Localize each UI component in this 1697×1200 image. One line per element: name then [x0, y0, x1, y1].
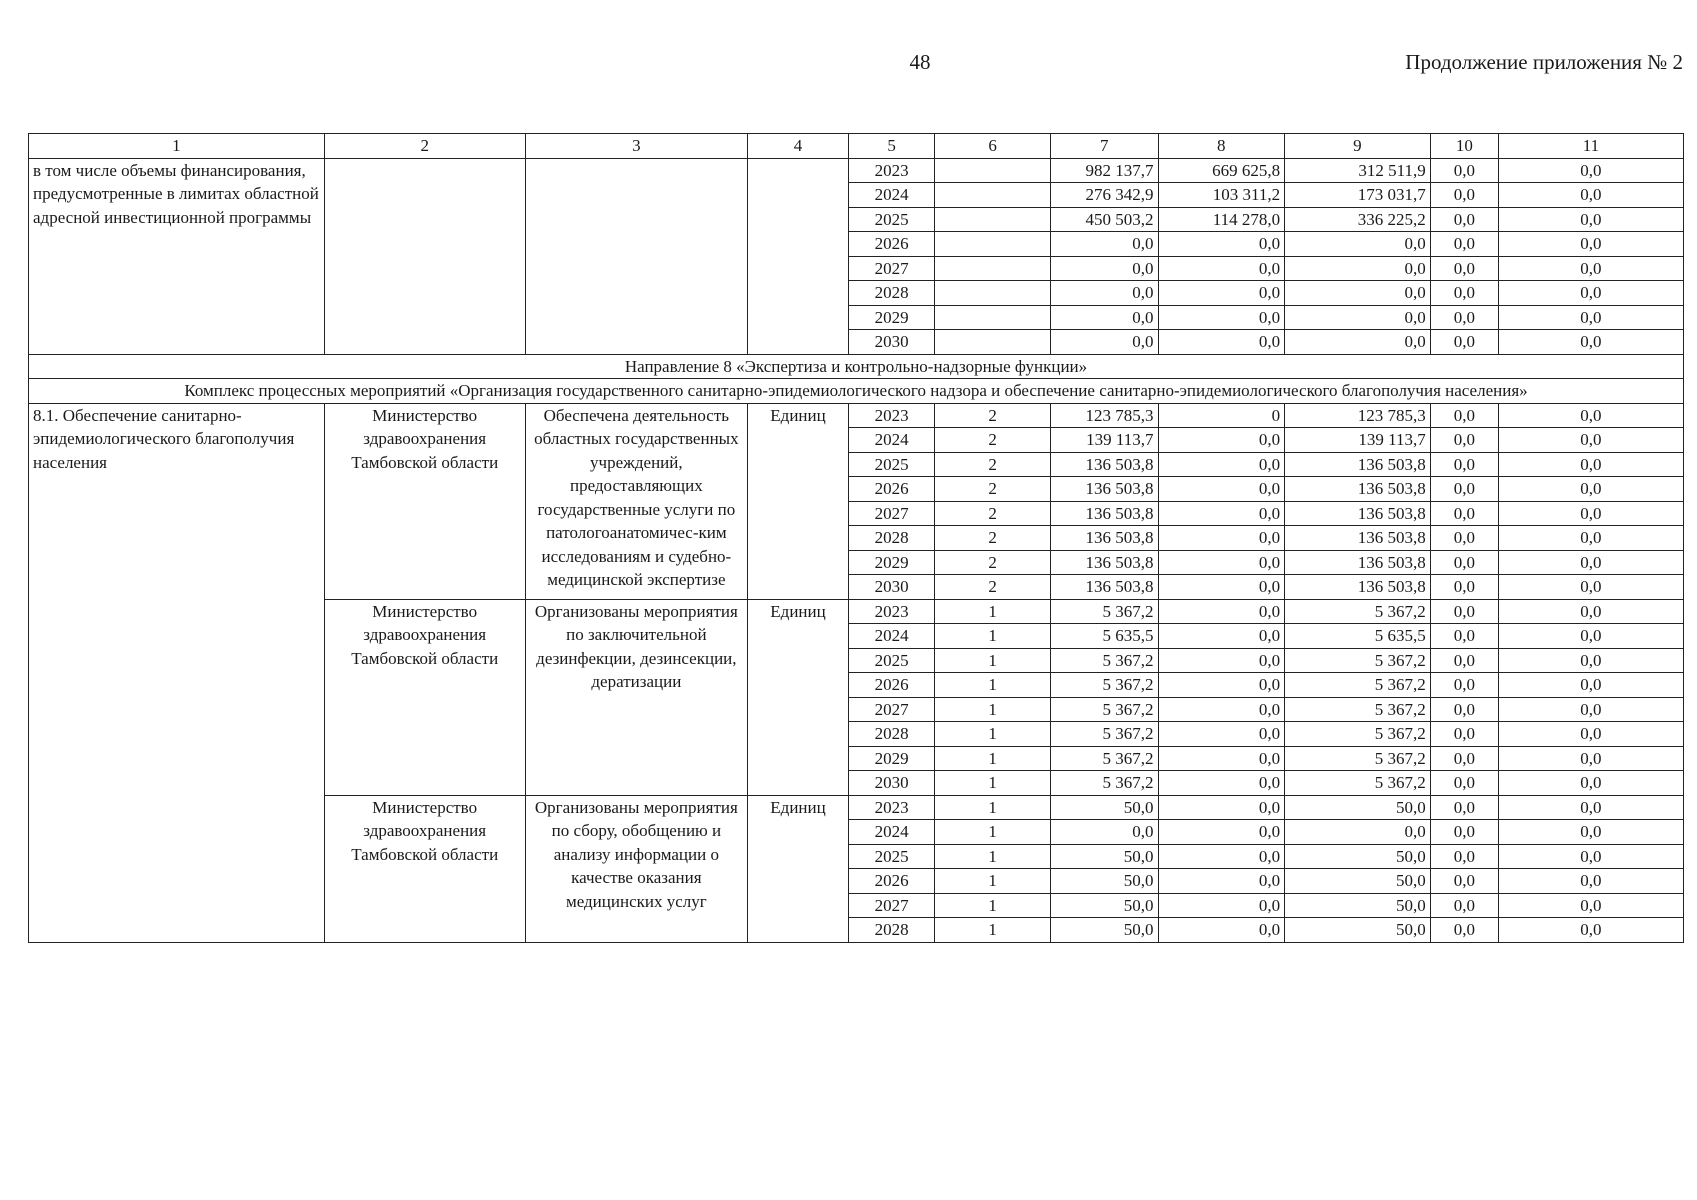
- federal-budget-cell: 0,0: [1158, 746, 1285, 771]
- indicator-value-cell: 1: [935, 771, 1051, 796]
- total-amount-cell: 450 503,2: [1051, 207, 1158, 232]
- column-number-11: 11: [1498, 134, 1683, 159]
- total-amount-cell: 5 367,2: [1051, 697, 1158, 722]
- regional-budget-cell: 50,0: [1285, 869, 1431, 894]
- federal-budget-cell: 0,0: [1158, 330, 1285, 355]
- federal-budget-cell: 0,0: [1158, 673, 1285, 698]
- year-cell: 2029: [849, 746, 935, 771]
- total-amount-cell: 5 367,2: [1051, 648, 1158, 673]
- other-sources-cell: 0,0: [1498, 795, 1683, 820]
- column-number-7: 7: [1051, 134, 1158, 159]
- column-number-2: 2: [324, 134, 525, 159]
- unit-cell: Единиц: [748, 795, 849, 942]
- regional-budget-cell: 0,0: [1285, 820, 1431, 845]
- total-amount-cell: 0,0: [1051, 281, 1158, 306]
- year-cell: 2023: [849, 795, 935, 820]
- local-budget-cell: 0,0: [1430, 305, 1498, 330]
- total-amount-cell: 5 367,2: [1051, 771, 1158, 796]
- local-budget-cell: 0,0: [1430, 648, 1498, 673]
- year-cell: 2030: [849, 771, 935, 796]
- indicator-value-cell: 1: [935, 820, 1051, 845]
- indicator-value-cell: [935, 330, 1051, 355]
- total-amount-cell: 50,0: [1051, 844, 1158, 869]
- regional-budget-cell: 336 225,2: [1285, 207, 1431, 232]
- year-cell: 2027: [849, 697, 935, 722]
- indicator-value-cell: 1: [935, 844, 1051, 869]
- total-amount-cell: 276 342,9: [1051, 183, 1158, 208]
- total-amount-cell: 0,0: [1051, 305, 1158, 330]
- local-budget-cell: 0,0: [1430, 844, 1498, 869]
- local-budget-cell: 0,0: [1430, 183, 1498, 208]
- indicator-value-cell: 1: [935, 624, 1051, 649]
- other-sources-cell: 0,0: [1498, 477, 1683, 502]
- other-sources-cell: 0,0: [1498, 771, 1683, 796]
- table-row: [29, 158, 1684, 183]
- indicator-value-cell: 1: [935, 722, 1051, 747]
- local-budget-cell: 0,0: [1430, 158, 1498, 183]
- local-budget-cell: 0,0: [1430, 599, 1498, 624]
- indicator-value-cell: 2: [935, 428, 1051, 453]
- column-number-5: 5: [849, 134, 935, 159]
- indicator-value-cell: [935, 232, 1051, 257]
- local-budget-cell: 0,0: [1430, 428, 1498, 453]
- local-budget-cell: 0,0: [1430, 403, 1498, 428]
- total-amount-cell: 136 503,8: [1051, 526, 1158, 551]
- other-sources-cell: 0,0: [1498, 599, 1683, 624]
- federal-budget-cell: 0,0: [1158, 281, 1285, 306]
- local-budget-cell: 0,0: [1430, 232, 1498, 257]
- federal-budget-cell: 0,0: [1158, 869, 1285, 894]
- local-budget-cell: 0,0: [1430, 746, 1498, 771]
- other-sources-cell: 0,0: [1498, 722, 1683, 747]
- other-sources-cell: 0,0: [1498, 746, 1683, 771]
- local-budget-cell: 0,0: [1430, 624, 1498, 649]
- other-sources-cell: 0,0: [1498, 501, 1683, 526]
- total-amount-cell: 50,0: [1051, 893, 1158, 918]
- unit-cell: [748, 158, 849, 354]
- year-cell: 2025: [849, 844, 935, 869]
- year-cell: 2023: [849, 403, 935, 428]
- local-budget-cell: 0,0: [1430, 820, 1498, 845]
- year-cell: 2030: [849, 575, 935, 600]
- federal-budget-cell: 103 311,2: [1158, 183, 1285, 208]
- year-cell: 2028: [849, 281, 935, 306]
- federal-budget-cell: 669 625,8: [1158, 158, 1285, 183]
- local-budget-cell: 0,0: [1430, 893, 1498, 918]
- regional-budget-cell: 0,0: [1285, 256, 1431, 281]
- indicator-value-cell: 1: [935, 697, 1051, 722]
- local-budget-cell: 0,0: [1430, 281, 1498, 306]
- total-amount-cell: 0,0: [1051, 256, 1158, 281]
- total-amount-cell: 5 635,5: [1051, 624, 1158, 649]
- direction-heading: Направление 8 «Экспертиза и контрольно-надзорные функции»: [29, 354, 1684, 379]
- indicator-value-cell: 2: [935, 526, 1051, 551]
- other-sources-cell: 0,0: [1498, 207, 1683, 232]
- indicator-value-cell: 2: [935, 550, 1051, 575]
- appendix-note: Продолжение приложения № 2: [1405, 50, 1683, 74]
- regional-budget-cell: 50,0: [1285, 893, 1431, 918]
- indicator-value-cell: 1: [935, 869, 1051, 894]
- local-budget-cell: 0,0: [1430, 869, 1498, 894]
- regional-budget-cell: 5 367,2: [1285, 771, 1431, 796]
- column-number-4: 4: [748, 134, 849, 159]
- federal-budget-cell: 0,0: [1158, 428, 1285, 453]
- federal-budget-cell: 0,0: [1158, 550, 1285, 575]
- total-amount-cell: 123 785,3: [1051, 403, 1158, 428]
- total-amount-cell: 139 113,7: [1051, 428, 1158, 453]
- local-budget-cell: 0,0: [1430, 330, 1498, 355]
- federal-budget-cell: 0,0: [1158, 305, 1285, 330]
- year-cell: 2025: [849, 207, 935, 232]
- other-sources-cell: 0,0: [1498, 232, 1683, 257]
- regional-budget-cell: 5 367,2: [1285, 673, 1431, 698]
- federal-budget-cell: 0,0: [1158, 697, 1285, 722]
- local-budget-cell: 0,0: [1430, 256, 1498, 281]
- indicator-value-cell: 1: [935, 893, 1051, 918]
- federal-budget-cell: 0,0: [1158, 771, 1285, 796]
- row-label-cell: в том числе объемы финансирования, предусмотренные в лимитах областной адресной инвестиционной программы: [29, 158, 325, 354]
- federal-budget-cell: 0,0: [1158, 501, 1285, 526]
- column-number-6: 6: [935, 134, 1051, 159]
- indicator-value-cell: 1: [935, 599, 1051, 624]
- federal-budget-cell: 0,0: [1158, 918, 1285, 943]
- year-cell: 2026: [849, 232, 935, 257]
- total-amount-cell: 5 367,2: [1051, 722, 1158, 747]
- year-cell: 2028: [849, 722, 935, 747]
- financing-table: [28, 133, 1684, 943]
- column-number-10: 10: [1430, 134, 1498, 159]
- regional-budget-cell: 0,0: [1285, 232, 1431, 257]
- other-sources-cell: 0,0: [1498, 624, 1683, 649]
- other-sources-cell: 0,0: [1498, 158, 1683, 183]
- unit-cell: Единиц: [748, 403, 849, 599]
- regional-budget-cell: 173 031,7: [1285, 183, 1431, 208]
- other-sources-cell: 0,0: [1498, 893, 1683, 918]
- other-sources-cell: 0,0: [1498, 918, 1683, 943]
- other-sources-cell: 0,0: [1498, 428, 1683, 453]
- local-budget-cell: 0,0: [1430, 918, 1498, 943]
- other-sources-cell: 0,0: [1498, 452, 1683, 477]
- total-amount-cell: 136 503,8: [1051, 452, 1158, 477]
- total-amount-cell: 50,0: [1051, 918, 1158, 943]
- regional-budget-cell: 50,0: [1285, 918, 1431, 943]
- table-row: [29, 403, 1684, 428]
- federal-budget-cell: 0: [1158, 403, 1285, 428]
- total-amount-cell: 982 137,7: [1051, 158, 1158, 183]
- section-row: [29, 354, 1684, 379]
- year-cell: 2026: [849, 869, 935, 894]
- regional-budget-cell: 5 367,2: [1285, 722, 1431, 747]
- federal-budget-cell: 0,0: [1158, 648, 1285, 673]
- page-number: 48: [909, 50, 931, 74]
- total-amount-cell: 5 367,2: [1051, 673, 1158, 698]
- total-amount-cell: 136 503,8: [1051, 477, 1158, 502]
- local-budget-cell: 0,0: [1430, 207, 1498, 232]
- other-sources-cell: 0,0: [1498, 305, 1683, 330]
- indicator-value-cell: [935, 183, 1051, 208]
- regional-budget-cell: 312 511,9: [1285, 158, 1431, 183]
- federal-budget-cell: 0,0: [1158, 477, 1285, 502]
- federal-budget-cell: 0,0: [1158, 599, 1285, 624]
- federal-budget-cell: 0,0: [1158, 624, 1285, 649]
- total-amount-cell: 0,0: [1051, 820, 1158, 845]
- local-budget-cell: 0,0: [1430, 452, 1498, 477]
- regional-budget-cell: 5 367,2: [1285, 746, 1431, 771]
- regional-budget-cell: 5 367,2: [1285, 697, 1431, 722]
- federal-budget-cell: 0,0: [1158, 795, 1285, 820]
- regional-budget-cell: 136 503,8: [1285, 452, 1431, 477]
- total-amount-cell: 5 367,2: [1051, 746, 1158, 771]
- regional-budget-cell: 0,0: [1285, 330, 1431, 355]
- year-cell: 2027: [849, 893, 935, 918]
- year-cell: 2027: [849, 256, 935, 281]
- other-sources-cell: 0,0: [1498, 526, 1683, 551]
- federal-budget-cell: 0,0: [1158, 722, 1285, 747]
- local-budget-cell: 0,0: [1430, 526, 1498, 551]
- indicator-value-cell: [935, 256, 1051, 281]
- other-sources-cell: 0,0: [1498, 844, 1683, 869]
- year-cell: 2030: [849, 330, 935, 355]
- other-sources-cell: 0,0: [1498, 648, 1683, 673]
- column-number-1: 1: [29, 134, 325, 159]
- regional-budget-cell: 5 635,5: [1285, 624, 1431, 649]
- year-cell: 2024: [849, 428, 935, 453]
- other-sources-cell: 0,0: [1498, 550, 1683, 575]
- year-cell: 2024: [849, 624, 935, 649]
- regional-budget-cell: 0,0: [1285, 305, 1431, 330]
- indicator-value-cell: 2: [935, 403, 1051, 428]
- total-amount-cell: 136 503,8: [1051, 501, 1158, 526]
- federal-budget-cell: 0,0: [1158, 844, 1285, 869]
- total-amount-cell: 50,0: [1051, 795, 1158, 820]
- other-sources-cell: 0,0: [1498, 575, 1683, 600]
- other-sources-cell: 0,0: [1498, 820, 1683, 845]
- year-cell: 2024: [849, 183, 935, 208]
- indicator-value-cell: 1: [935, 648, 1051, 673]
- other-sources-cell: 0,0: [1498, 330, 1683, 355]
- total-amount-cell: 0,0: [1051, 232, 1158, 257]
- regional-budget-cell: 139 113,7: [1285, 428, 1431, 453]
- column-number-8: 8: [1158, 134, 1285, 159]
- year-cell: 2023: [849, 599, 935, 624]
- regional-budget-cell: 5 367,2: [1285, 648, 1431, 673]
- indicator-value-cell: 2: [935, 452, 1051, 477]
- other-sources-cell: 0,0: [1498, 673, 1683, 698]
- local-budget-cell: 0,0: [1430, 575, 1498, 600]
- indicator-value-cell: 1: [935, 673, 1051, 698]
- indicator-value-cell: 2: [935, 575, 1051, 600]
- regional-budget-cell: 136 503,8: [1285, 501, 1431, 526]
- local-budget-cell: 0,0: [1430, 697, 1498, 722]
- measure-name-cell: 8.1. Обеспечение санитарно-эпидемиологического благополучия населения: [29, 403, 325, 942]
- regional-budget-cell: 50,0: [1285, 795, 1431, 820]
- federal-budget-cell: 0,0: [1158, 575, 1285, 600]
- regional-budget-cell: 50,0: [1285, 844, 1431, 869]
- federal-budget-cell: 0,0: [1158, 820, 1285, 845]
- year-cell: 2029: [849, 305, 935, 330]
- other-sources-cell: 0,0: [1498, 697, 1683, 722]
- indicator-value-cell: 2: [935, 477, 1051, 502]
- federal-budget-cell: 0,0: [1158, 452, 1285, 477]
- total-amount-cell: 50,0: [1051, 869, 1158, 894]
- federal-budget-cell: 0,0: [1158, 893, 1285, 918]
- local-budget-cell: 0,0: [1430, 673, 1498, 698]
- federal-budget-cell: 0,0: [1158, 232, 1285, 257]
- regional-budget-cell: 123 785,3: [1285, 403, 1431, 428]
- unit-cell: Единиц: [748, 599, 849, 795]
- year-cell: 2023: [849, 158, 935, 183]
- indicator-value-cell: 1: [935, 746, 1051, 771]
- column-number-3: 3: [525, 134, 747, 159]
- other-sources-cell: 0,0: [1498, 183, 1683, 208]
- local-budget-cell: 0,0: [1430, 550, 1498, 575]
- result-cell: Организованы мероприятия по заключительной дезинфекции, дезинсекции, дератизации: [525, 599, 747, 795]
- local-budget-cell: 0,0: [1430, 795, 1498, 820]
- total-amount-cell: 136 503,8: [1051, 550, 1158, 575]
- year-cell: 2025: [849, 452, 935, 477]
- other-sources-cell: 0,0: [1498, 869, 1683, 894]
- year-cell: 2024: [849, 820, 935, 845]
- regional-budget-cell: 5 367,2: [1285, 599, 1431, 624]
- federal-budget-cell: 114 278,0: [1158, 207, 1285, 232]
- regional-budget-cell: 136 503,8: [1285, 550, 1431, 575]
- local-budget-cell: 0,0: [1430, 477, 1498, 502]
- local-budget-cell: 0,0: [1430, 771, 1498, 796]
- indicator-value-cell: [935, 207, 1051, 232]
- year-cell: 2026: [849, 673, 935, 698]
- executor-cell: Министерство здравоохранения Тамбовской области: [324, 795, 525, 942]
- executor-cell: Министерство здравоохранения Тамбовской области: [324, 599, 525, 795]
- column-number-row: [29, 134, 1684, 159]
- indicator-value-cell: [935, 305, 1051, 330]
- regional-budget-cell: 136 503,8: [1285, 477, 1431, 502]
- regional-budget-cell: 0,0: [1285, 281, 1431, 306]
- total-amount-cell: 5 367,2: [1051, 599, 1158, 624]
- regional-budget-cell: 136 503,8: [1285, 526, 1431, 551]
- federal-budget-cell: 0,0: [1158, 256, 1285, 281]
- regional-budget-cell: 136 503,8: [1285, 575, 1431, 600]
- local-budget-cell: 0,0: [1430, 501, 1498, 526]
- year-cell: 2026: [849, 477, 935, 502]
- year-cell: 2028: [849, 918, 935, 943]
- year-cell: 2028: [849, 526, 935, 551]
- section-row: [29, 379, 1684, 404]
- indicator-value-cell: 1: [935, 795, 1051, 820]
- federal-budget-cell: 0,0: [1158, 526, 1285, 551]
- year-cell: 2025: [849, 648, 935, 673]
- complex-heading: Комплекс процессных мероприятий «Организация государственного санитарно-эпидемиологического надзора и обеспечение санитарно-эпидемиологического благополучия населения»: [29, 379, 1684, 404]
- indicator-value-cell: [935, 281, 1051, 306]
- indicator-value-cell: [935, 158, 1051, 183]
- column-number-9: 9: [1285, 134, 1431, 159]
- indicator-value-cell: 2: [935, 501, 1051, 526]
- result-cell: Обеспечена деятельность областных государственных учреждений, предоставляющих государственные услуги по патологоанатомичес-ким исследованиям и судебно-медицинской экспертизе: [525, 403, 747, 599]
- local-budget-cell: 0,0: [1430, 722, 1498, 747]
- total-amount-cell: 136 503,8: [1051, 575, 1158, 600]
- year-cell: 2029: [849, 550, 935, 575]
- result-cell: Организованы мероприятия по сбору, обобщению и анализу информации о качестве оказания медицинских услуг: [525, 795, 747, 942]
- indicator-value-cell: 1: [935, 918, 1051, 943]
- executor-cell: [324, 158, 525, 354]
- other-sources-cell: 0,0: [1498, 281, 1683, 306]
- other-sources-cell: 0,0: [1498, 403, 1683, 428]
- total-amount-cell: 0,0: [1051, 330, 1158, 355]
- other-sources-cell: 0,0: [1498, 256, 1683, 281]
- executor-cell: Министерство здравоохранения Тамбовской области: [324, 403, 525, 599]
- result-cell: [525, 158, 747, 354]
- year-cell: 2027: [849, 501, 935, 526]
